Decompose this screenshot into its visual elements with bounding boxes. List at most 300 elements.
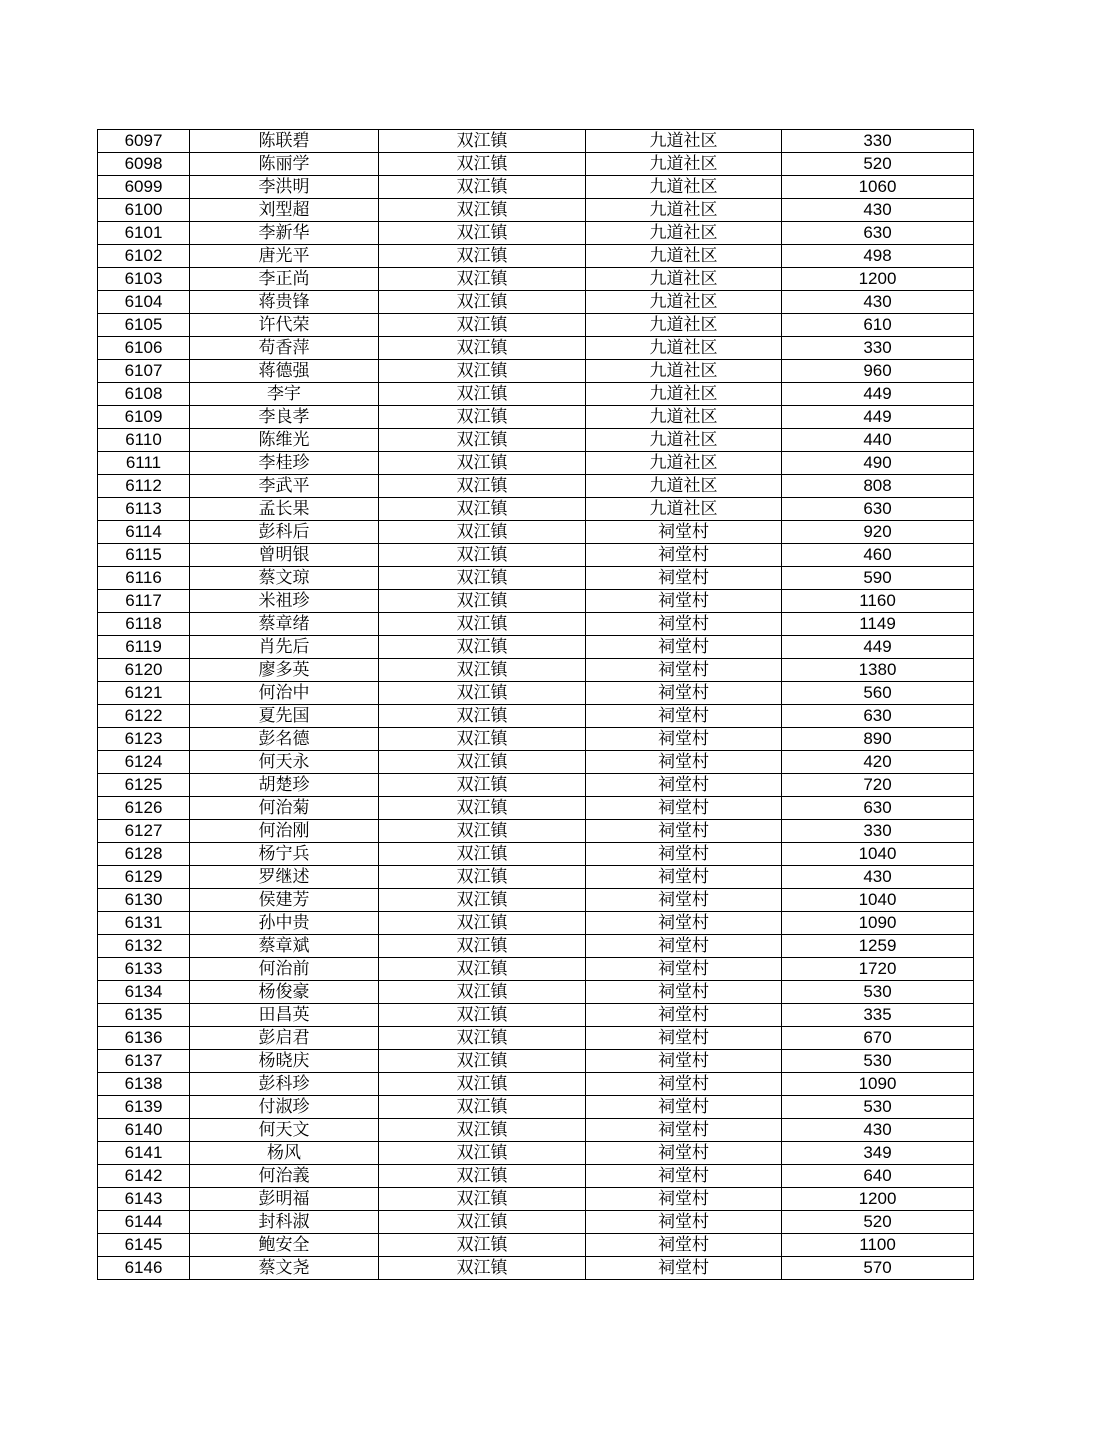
row-number-cell: 6140 bbox=[98, 1119, 190, 1142]
village-cell: 祠堂村 bbox=[586, 1142, 782, 1165]
town-cell: 双江镇 bbox=[379, 636, 586, 659]
village-cell: 祠堂村 bbox=[586, 521, 782, 544]
name-cell: 夏先国 bbox=[190, 705, 379, 728]
table-row bbox=[98, 1165, 974, 1188]
amount-cell: 330 bbox=[782, 130, 974, 153]
village-cell: 祠堂村 bbox=[586, 1119, 782, 1142]
village-cell: 祠堂村 bbox=[586, 1234, 782, 1257]
name-cell: 鲍安全 bbox=[190, 1234, 379, 1257]
row-number-cell: 6123 bbox=[98, 728, 190, 751]
amount-cell: 449 bbox=[782, 383, 974, 406]
row-number-cell: 6142 bbox=[98, 1165, 190, 1188]
village-cell: 祠堂村 bbox=[586, 820, 782, 843]
row-number-cell: 6126 bbox=[98, 797, 190, 820]
name-cell: 田昌英 bbox=[190, 1004, 379, 1027]
row-number-cell: 6131 bbox=[98, 912, 190, 935]
row-number-cell: 6119 bbox=[98, 636, 190, 659]
name-cell: 李宇 bbox=[190, 383, 379, 406]
name-cell: 苟香萍 bbox=[190, 337, 379, 360]
table-row bbox=[98, 153, 974, 176]
amount-cell: 1160 bbox=[782, 590, 974, 613]
name-cell: 曾明银 bbox=[190, 544, 379, 567]
town-cell: 双江镇 bbox=[379, 498, 586, 521]
amount-cell: 630 bbox=[782, 797, 974, 820]
village-cell: 祠堂村 bbox=[586, 1096, 782, 1119]
table-row bbox=[98, 751, 974, 774]
row-number-cell: 6107 bbox=[98, 360, 190, 383]
row-number-cell: 6110 bbox=[98, 429, 190, 452]
table-row bbox=[98, 1050, 974, 1073]
village-cell: 祠堂村 bbox=[586, 843, 782, 866]
amount-cell: 560 bbox=[782, 682, 974, 705]
village-cell: 九道社区 bbox=[586, 153, 782, 176]
village-cell: 祠堂村 bbox=[586, 613, 782, 636]
town-cell: 双江镇 bbox=[379, 268, 586, 291]
amount-cell: 1720 bbox=[782, 958, 974, 981]
name-cell: 刘型超 bbox=[190, 199, 379, 222]
table-row bbox=[98, 797, 974, 820]
row-number-cell: 6132 bbox=[98, 935, 190, 958]
table-row bbox=[98, 866, 974, 889]
amount-cell: 670 bbox=[782, 1027, 974, 1050]
amount-cell: 490 bbox=[782, 452, 974, 475]
name-cell: 蒋贵锋 bbox=[190, 291, 379, 314]
town-cell: 双江镇 bbox=[379, 222, 586, 245]
amount-cell: 1200 bbox=[782, 1188, 974, 1211]
village-cell: 祠堂村 bbox=[586, 1027, 782, 1050]
town-cell: 双江镇 bbox=[379, 245, 586, 268]
table-row bbox=[98, 1211, 974, 1234]
amount-cell: 335 bbox=[782, 1004, 974, 1027]
row-number-cell: 6133 bbox=[98, 958, 190, 981]
name-cell: 何治菊 bbox=[190, 797, 379, 820]
row-number-cell: 6135 bbox=[98, 1004, 190, 1027]
table-row bbox=[98, 1257, 974, 1280]
amount-cell: 1149 bbox=[782, 613, 974, 636]
village-cell: 祠堂村 bbox=[586, 1188, 782, 1211]
name-cell: 廖多英 bbox=[190, 659, 379, 682]
village-cell: 祠堂村 bbox=[586, 636, 782, 659]
town-cell: 双江镇 bbox=[379, 613, 586, 636]
town-cell: 双江镇 bbox=[379, 475, 586, 498]
village-cell: 九道社区 bbox=[586, 245, 782, 268]
village-cell: 九道社区 bbox=[586, 314, 782, 337]
name-cell: 何天文 bbox=[190, 1119, 379, 1142]
row-number-cell: 6138 bbox=[98, 1073, 190, 1096]
town-cell: 双江镇 bbox=[379, 958, 586, 981]
town-cell: 双江镇 bbox=[379, 705, 586, 728]
town-cell: 双江镇 bbox=[379, 1073, 586, 1096]
row-number-cell: 6113 bbox=[98, 498, 190, 521]
village-cell: 祠堂村 bbox=[586, 889, 782, 912]
name-cell: 何治中 bbox=[190, 682, 379, 705]
row-number-cell: 6108 bbox=[98, 383, 190, 406]
row-number-cell: 6106 bbox=[98, 337, 190, 360]
town-cell: 双江镇 bbox=[379, 659, 586, 682]
name-cell: 米祖珍 bbox=[190, 590, 379, 613]
name-cell: 李良孝 bbox=[190, 406, 379, 429]
table-row bbox=[98, 337, 974, 360]
village-cell: 祠堂村 bbox=[586, 1165, 782, 1188]
row-number-cell: 6121 bbox=[98, 682, 190, 705]
village-cell: 祠堂村 bbox=[586, 728, 782, 751]
table-row bbox=[98, 429, 974, 452]
village-cell: 祠堂村 bbox=[586, 1050, 782, 1073]
town-cell: 双江镇 bbox=[379, 751, 586, 774]
town-cell: 双江镇 bbox=[379, 1211, 586, 1234]
row-number-cell: 6141 bbox=[98, 1142, 190, 1165]
row-number-cell: 6129 bbox=[98, 866, 190, 889]
village-cell: 九道社区 bbox=[586, 268, 782, 291]
name-cell: 封科淑 bbox=[190, 1211, 379, 1234]
town-cell: 双江镇 bbox=[379, 199, 586, 222]
amount-cell: 720 bbox=[782, 774, 974, 797]
name-cell: 蔡章斌 bbox=[190, 935, 379, 958]
name-cell: 李洪明 bbox=[190, 176, 379, 199]
amount-cell: 530 bbox=[782, 1050, 974, 1073]
row-number-cell: 6137 bbox=[98, 1050, 190, 1073]
town-cell: 双江镇 bbox=[379, 981, 586, 1004]
amount-cell: 430 bbox=[782, 1119, 974, 1142]
table-row bbox=[98, 521, 974, 544]
village-cell: 九道社区 bbox=[586, 176, 782, 199]
village-cell: 九道社区 bbox=[586, 291, 782, 314]
town-cell: 双江镇 bbox=[379, 291, 586, 314]
amount-cell: 520 bbox=[782, 1211, 974, 1234]
town-cell: 双江镇 bbox=[379, 1004, 586, 1027]
data-table bbox=[97, 129, 974, 1280]
name-cell: 杨俊豪 bbox=[190, 981, 379, 1004]
town-cell: 双江镇 bbox=[379, 820, 586, 843]
name-cell: 肖先后 bbox=[190, 636, 379, 659]
table-row bbox=[98, 222, 974, 245]
town-cell: 双江镇 bbox=[379, 1119, 586, 1142]
town-cell: 双江镇 bbox=[379, 866, 586, 889]
amount-cell: 1060 bbox=[782, 176, 974, 199]
table-body bbox=[98, 130, 974, 1280]
table-row bbox=[98, 567, 974, 590]
village-cell: 祠堂村 bbox=[586, 1073, 782, 1096]
town-cell: 双江镇 bbox=[379, 406, 586, 429]
name-cell: 李新华 bbox=[190, 222, 379, 245]
town-cell: 双江镇 bbox=[379, 1234, 586, 1257]
town-cell: 双江镇 bbox=[379, 337, 586, 360]
table-row bbox=[98, 406, 974, 429]
town-cell: 双江镇 bbox=[379, 774, 586, 797]
row-number-cell: 6120 bbox=[98, 659, 190, 682]
table-row bbox=[98, 314, 974, 337]
name-cell: 唐光平 bbox=[190, 245, 379, 268]
village-cell: 九道社区 bbox=[586, 130, 782, 153]
town-cell: 双江镇 bbox=[379, 682, 586, 705]
town-cell: 双江镇 bbox=[379, 567, 586, 590]
row-number-cell: 6127 bbox=[98, 820, 190, 843]
table-row bbox=[98, 1073, 974, 1096]
town-cell: 双江镇 bbox=[379, 1257, 586, 1280]
amount-cell: 460 bbox=[782, 544, 974, 567]
name-cell: 何治前 bbox=[190, 958, 379, 981]
row-number-cell: 6103 bbox=[98, 268, 190, 291]
name-cell: 许代荣 bbox=[190, 314, 379, 337]
amount-cell: 430 bbox=[782, 199, 974, 222]
town-cell: 双江镇 bbox=[379, 912, 586, 935]
table-row bbox=[98, 889, 974, 912]
table-row bbox=[98, 1027, 974, 1050]
village-cell: 祠堂村 bbox=[586, 590, 782, 613]
amount-cell: 570 bbox=[782, 1257, 974, 1280]
table-row bbox=[98, 843, 974, 866]
table-row bbox=[98, 1142, 974, 1165]
row-number-cell: 6146 bbox=[98, 1257, 190, 1280]
village-cell: 祠堂村 bbox=[586, 912, 782, 935]
amount-cell: 890 bbox=[782, 728, 974, 751]
name-cell: 孙中贵 bbox=[190, 912, 379, 935]
row-number-cell: 6144 bbox=[98, 1211, 190, 1234]
table-row bbox=[98, 728, 974, 751]
name-cell: 蔡文尧 bbox=[190, 1257, 379, 1280]
village-cell: 祠堂村 bbox=[586, 866, 782, 889]
row-number-cell: 6105 bbox=[98, 314, 190, 337]
village-cell: 祠堂村 bbox=[586, 705, 782, 728]
village-cell: 九道社区 bbox=[586, 429, 782, 452]
amount-cell: 590 bbox=[782, 567, 974, 590]
name-cell: 杨晓庆 bbox=[190, 1050, 379, 1073]
row-number-cell: 6100 bbox=[98, 199, 190, 222]
row-number-cell: 6117 bbox=[98, 590, 190, 613]
village-cell: 九道社区 bbox=[586, 498, 782, 521]
amount-cell: 520 bbox=[782, 153, 974, 176]
row-number-cell: 6111 bbox=[98, 452, 190, 475]
amount-cell: 640 bbox=[782, 1165, 974, 1188]
town-cell: 双江镇 bbox=[379, 176, 586, 199]
table-row bbox=[98, 544, 974, 567]
row-number-cell: 6097 bbox=[98, 130, 190, 153]
amount-cell: 630 bbox=[782, 222, 974, 245]
village-cell: 九道社区 bbox=[586, 452, 782, 475]
table-row bbox=[98, 682, 974, 705]
village-cell: 祠堂村 bbox=[586, 544, 782, 567]
village-cell: 祠堂村 bbox=[586, 935, 782, 958]
row-number-cell: 6143 bbox=[98, 1188, 190, 1211]
name-cell: 彭科珍 bbox=[190, 1073, 379, 1096]
town-cell: 双江镇 bbox=[379, 383, 586, 406]
table-row bbox=[98, 613, 974, 636]
amount-cell: 1090 bbox=[782, 1073, 974, 1096]
table-row bbox=[98, 659, 974, 682]
village-cell: 九道社区 bbox=[586, 475, 782, 498]
amount-cell: 530 bbox=[782, 981, 974, 1004]
row-number-cell: 6118 bbox=[98, 613, 190, 636]
table-row bbox=[98, 820, 974, 843]
table-row bbox=[98, 360, 974, 383]
town-cell: 双江镇 bbox=[379, 1165, 586, 1188]
table-row bbox=[98, 1119, 974, 1142]
amount-cell: 610 bbox=[782, 314, 974, 337]
town-cell: 双江镇 bbox=[379, 797, 586, 820]
name-cell: 罗继述 bbox=[190, 866, 379, 889]
table-row bbox=[98, 291, 974, 314]
amount-cell: 1040 bbox=[782, 843, 974, 866]
amount-cell: 530 bbox=[782, 1096, 974, 1119]
village-cell: 祠堂村 bbox=[586, 682, 782, 705]
table-row bbox=[98, 636, 974, 659]
amount-cell: 1200 bbox=[782, 268, 974, 291]
name-cell: 付淑珍 bbox=[190, 1096, 379, 1119]
town-cell: 双江镇 bbox=[379, 843, 586, 866]
amount-cell: 1100 bbox=[782, 1234, 974, 1257]
name-cell: 彭名德 bbox=[190, 728, 379, 751]
table-row bbox=[98, 705, 974, 728]
name-cell: 彭明福 bbox=[190, 1188, 379, 1211]
table-row bbox=[98, 1234, 974, 1257]
table-row bbox=[98, 981, 974, 1004]
name-cell: 陈丽学 bbox=[190, 153, 379, 176]
village-cell: 祠堂村 bbox=[586, 774, 782, 797]
village-cell: 祠堂村 bbox=[586, 659, 782, 682]
table-row bbox=[98, 130, 974, 153]
row-number-cell: 6104 bbox=[98, 291, 190, 314]
name-cell: 蒋德强 bbox=[190, 360, 379, 383]
table-row bbox=[98, 590, 974, 613]
amount-cell: 349 bbox=[782, 1142, 974, 1165]
town-cell: 双江镇 bbox=[379, 521, 586, 544]
row-number-cell: 6130 bbox=[98, 889, 190, 912]
table-row bbox=[98, 935, 974, 958]
village-cell: 九道社区 bbox=[586, 199, 782, 222]
village-cell: 九道社区 bbox=[586, 360, 782, 383]
row-number-cell: 6125 bbox=[98, 774, 190, 797]
village-cell: 祠堂村 bbox=[586, 1211, 782, 1234]
name-cell: 孟长果 bbox=[190, 498, 379, 521]
town-cell: 双江镇 bbox=[379, 1096, 586, 1119]
town-cell: 双江镇 bbox=[379, 1188, 586, 1211]
town-cell: 双江镇 bbox=[379, 935, 586, 958]
town-cell: 双江镇 bbox=[379, 452, 586, 475]
village-cell: 九道社区 bbox=[586, 383, 782, 406]
table-row bbox=[98, 176, 974, 199]
town-cell: 双江镇 bbox=[379, 153, 586, 176]
table-row bbox=[98, 774, 974, 797]
amount-cell: 430 bbox=[782, 291, 974, 314]
town-cell: 双江镇 bbox=[379, 728, 586, 751]
row-number-cell: 6139 bbox=[98, 1096, 190, 1119]
row-number-cell: 6098 bbox=[98, 153, 190, 176]
name-cell: 李正尚 bbox=[190, 268, 379, 291]
row-number-cell: 6099 bbox=[98, 176, 190, 199]
amount-cell: 630 bbox=[782, 498, 974, 521]
name-cell: 陈联碧 bbox=[190, 130, 379, 153]
town-cell: 双江镇 bbox=[379, 314, 586, 337]
name-cell: 李武平 bbox=[190, 475, 379, 498]
table-row bbox=[98, 199, 974, 222]
town-cell: 双江镇 bbox=[379, 889, 586, 912]
table-row bbox=[98, 1188, 974, 1211]
name-cell: 何天永 bbox=[190, 751, 379, 774]
row-number-cell: 6115 bbox=[98, 544, 190, 567]
table-row bbox=[98, 475, 974, 498]
row-number-cell: 6112 bbox=[98, 475, 190, 498]
amount-cell: 1090 bbox=[782, 912, 974, 935]
table-row bbox=[98, 452, 974, 475]
table-row bbox=[98, 1004, 974, 1027]
village-cell: 祠堂村 bbox=[586, 1257, 782, 1280]
name-cell: 胡楚珍 bbox=[190, 774, 379, 797]
name-cell: 彭科后 bbox=[190, 521, 379, 544]
amount-cell: 808 bbox=[782, 475, 974, 498]
row-number-cell: 6134 bbox=[98, 981, 190, 1004]
town-cell: 双江镇 bbox=[379, 1050, 586, 1073]
village-cell: 祠堂村 bbox=[586, 1004, 782, 1027]
name-cell: 彭启君 bbox=[190, 1027, 379, 1050]
name-cell: 侯建芳 bbox=[190, 889, 379, 912]
village-cell: 九道社区 bbox=[586, 406, 782, 429]
amount-cell: 449 bbox=[782, 636, 974, 659]
row-number-cell: 6102 bbox=[98, 245, 190, 268]
table-row bbox=[98, 958, 974, 981]
name-cell: 杨宁兵 bbox=[190, 843, 379, 866]
name-cell: 李桂珍 bbox=[190, 452, 379, 475]
row-number-cell: 6128 bbox=[98, 843, 190, 866]
amount-cell: 420 bbox=[782, 751, 974, 774]
name-cell: 蔡章绪 bbox=[190, 613, 379, 636]
town-cell: 双江镇 bbox=[379, 544, 586, 567]
amount-cell: 449 bbox=[782, 406, 974, 429]
row-number-cell: 6136 bbox=[98, 1027, 190, 1050]
amount-cell: 430 bbox=[782, 866, 974, 889]
village-cell: 九道社区 bbox=[586, 337, 782, 360]
village-cell: 祠堂村 bbox=[586, 797, 782, 820]
row-number-cell: 6145 bbox=[98, 1234, 190, 1257]
name-cell: 杨风 bbox=[190, 1142, 379, 1165]
town-cell: 双江镇 bbox=[379, 590, 586, 613]
amount-cell: 630 bbox=[782, 705, 974, 728]
village-cell: 九道社区 bbox=[586, 222, 782, 245]
table-row bbox=[98, 245, 974, 268]
table-row bbox=[98, 383, 974, 406]
name-cell: 何治刚 bbox=[190, 820, 379, 843]
amount-cell: 1040 bbox=[782, 889, 974, 912]
town-cell: 双江镇 bbox=[379, 130, 586, 153]
row-number-cell: 6122 bbox=[98, 705, 190, 728]
village-cell: 祠堂村 bbox=[586, 751, 782, 774]
row-number-cell: 6109 bbox=[98, 406, 190, 429]
row-number-cell: 6114 bbox=[98, 521, 190, 544]
town-cell: 双江镇 bbox=[379, 1142, 586, 1165]
town-cell: 双江镇 bbox=[379, 1027, 586, 1050]
name-cell: 何治義 bbox=[190, 1165, 379, 1188]
table-row bbox=[98, 1096, 974, 1119]
row-number-cell: 6101 bbox=[98, 222, 190, 245]
amount-cell: 330 bbox=[782, 820, 974, 843]
amount-cell: 1380 bbox=[782, 659, 974, 682]
table-row bbox=[98, 498, 974, 521]
amount-cell: 440 bbox=[782, 429, 974, 452]
table-row bbox=[98, 912, 974, 935]
village-cell: 祠堂村 bbox=[586, 958, 782, 981]
row-number-cell: 6124 bbox=[98, 751, 190, 774]
amount-cell: 498 bbox=[782, 245, 974, 268]
row-number-cell: 6116 bbox=[98, 567, 190, 590]
town-cell: 双江镇 bbox=[379, 429, 586, 452]
village-cell: 祠堂村 bbox=[586, 981, 782, 1004]
amount-cell: 330 bbox=[782, 337, 974, 360]
amount-cell: 960 bbox=[782, 360, 974, 383]
amount-cell: 920 bbox=[782, 521, 974, 544]
name-cell: 陈维光 bbox=[190, 429, 379, 452]
town-cell: 双江镇 bbox=[379, 360, 586, 383]
name-cell: 蔡文琼 bbox=[190, 567, 379, 590]
table-row bbox=[98, 268, 974, 291]
